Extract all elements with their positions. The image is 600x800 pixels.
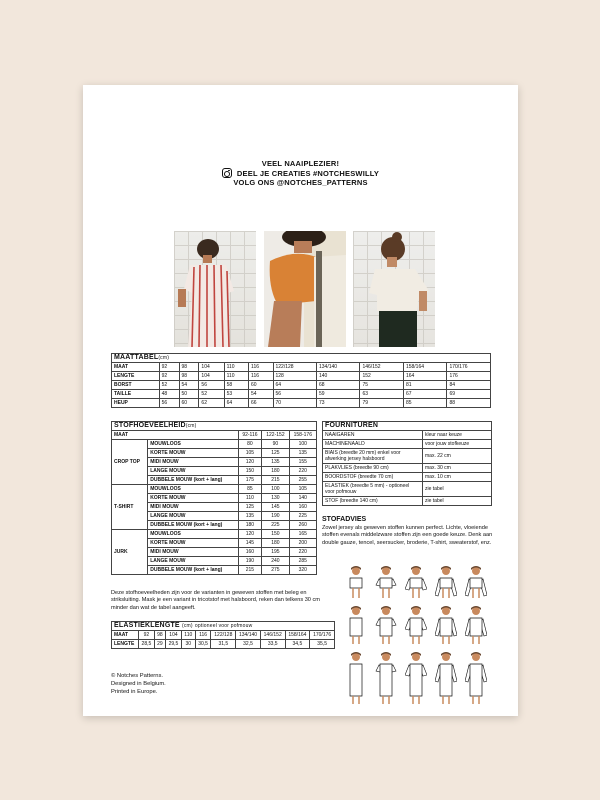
table-row: T-SHIRT MOUWLOOS 85 100 105 — [112, 485, 317, 494]
table-row: STOF (breedte 140 cm) zie tabel — [323, 497, 492, 506]
variant-figure — [405, 565, 427, 604]
table-row: HEUP 56 60 62 64 66 70 73 79 85 88 — [112, 399, 491, 408]
table-row: DUBBELE MOUW (kort + lang) 175 215 255 — [112, 476, 317, 485]
fabric-table — [111, 421, 317, 575]
supplies-table-title: FOURNITUREN — [323, 422, 492, 431]
fabric-advice — [322, 516, 494, 547]
table-row: MIDI MOUW 160 195 220 — [112, 548, 317, 557]
variant-figure — [465, 651, 487, 710]
variant-figure — [345, 605, 367, 650]
size-table — [111, 353, 491, 408]
table-row: KORTE MOUW 105 125 135 — [112, 449, 317, 458]
variant-figure — [375, 605, 397, 650]
footer-designed: Designed in Belgium. — [111, 681, 166, 687]
table-row: LENGTE 28,5 29 29,5 30 30,5 31,5 32,5 33,5 34,5 35,5 — [112, 640, 335, 649]
header-line2: DEEL JE CREATIES #NOTCHESWILLY — [236, 168, 380, 178]
table-row: DUBBELE MOUW (kort + lang) 180 225 260 — [112, 521, 317, 530]
fabric-note: Deze stofhoeveelheden zijn voor de varianten in geweven stoffen met beleg en striksluiting. Mask je een variant in tricotstof met halsboord, reken dan telkens 30 cm minder dan wat de tabel aangeeft. — [111, 590, 320, 611]
variant-figure — [435, 605, 457, 650]
header-line3: VOLG ONS @NOTCHES_PATTERNS — [233, 178, 368, 187]
photo-dress — [174, 231, 256, 347]
table-row: LANGE MOUW 150 180 220 — [112, 467, 317, 476]
table-row: LANGE MOUW 190 240 285 — [112, 557, 317, 566]
elastic-table-title: ELASTIEKLENGTE (cm) optioneel voor pofmouw — [112, 622, 335, 631]
pattern-sheet — [83, 85, 518, 716]
table-row: BIAIS (breedte 20 mm) enkel voor afwerking jersey halsboord max. 22 cm — [323, 449, 492, 464]
table-row: CROP TOP MOUWLOOS 80 90 100 — [112, 440, 317, 449]
table-row: KORTE MOUW 145 180 200 — [112, 539, 317, 548]
variant-figure — [375, 651, 397, 710]
variant-figure — [345, 651, 367, 710]
fabric-advice-text: Zowel jersey als geweven stoffen kunnen perfect. Lichte, vloeiende stoffen evenals middelzware stoffen zijn een goede keuze. Denk aan double gauze, tencel, seersucker, broderie, T-shirt, sweaterstof, enz. — [322, 525, 493, 546]
variant-illustrations — [345, 565, 495, 705]
table-row: DUBBELE MOUW (kort + lang) 215 275 320 — [112, 566, 317, 575]
table-row: LANGE MOUW 135 190 225 — [112, 512, 317, 521]
size-table-title: MAATTABEL(cm) — [112, 354, 491, 363]
fabric-advice-title: STOFADVIES — [322, 516, 367, 523]
fabric-group-label: JURK — [112, 530, 148, 575]
footer-copyright: © Notches Patterns. — [111, 673, 163, 679]
table-row: LENGTE 92 98 104 110 116 128 140 152 164 176 — [112, 372, 491, 381]
variant-figure — [345, 565, 367, 604]
table-row: JURK MOUWLOOS 120 150 165 — [112, 530, 317, 539]
supplies-table — [322, 421, 492, 506]
elastic-table — [111, 621, 335, 649]
photo-crop-top — [353, 231, 435, 347]
table-row: KORTE MOUW 110 130 140 — [112, 494, 317, 503]
header — [83, 159, 518, 187]
variant-figure — [465, 565, 487, 604]
fabric-group-label: T-SHIRT — [112, 485, 148, 530]
table-row: MAAT 92 98 104 110 116 122/128 134/140 146/152 158/164 170/176 — [112, 363, 491, 372]
table-row: BORST 52 54 56 58 60 64 68 75 81 84 — [112, 381, 491, 390]
footer-printed: Printed in Europe. — [111, 689, 158, 695]
variant-figure — [435, 565, 457, 604]
photo-tshirt-detail — [264, 231, 346, 347]
table-row: MAAT 92 98 104 110 116 122/128 134/140 146/152 158/164 170/176 — [112, 631, 335, 640]
table-row: TAILLE 48 50 52 53 54 56 59 63 67 69 — [112, 390, 491, 399]
header-line1: VEEL NAAIPLEZIER! — [261, 159, 340, 168]
table-row: MIDI MOUW 120 135 155 — [112, 458, 317, 467]
variant-figure — [375, 565, 397, 604]
table-row: PLAKVLIES (breedte 90 cm) max. 30 cm — [323, 464, 492, 473]
table-row: BOORDSTOF (breedte 70 cm) max. 10 cm — [323, 473, 492, 482]
variant-figure — [405, 651, 427, 710]
table-row: MIDI MOUW 125 145 160 — [112, 503, 317, 512]
table-row: NAAIGAREN kleur naar keuze — [323, 431, 492, 440]
variant-figure — [435, 651, 457, 710]
fabric-group-label: CROP TOP — [112, 440, 148, 485]
table-row: MACHINENAALD voor jouw stofkeuze — [323, 440, 492, 449]
variant-figure — [405, 605, 427, 650]
variant-figure — [465, 605, 487, 650]
instagram-icon — [222, 168, 232, 178]
fabric-table-title: STOFHOEVEELHEID(cm) — [112, 422, 317, 431]
table-row: ELASTIEK (breedte 5 mm) - optioneel voor pofmouw zie tabel — [323, 482, 492, 497]
footer — [111, 672, 166, 696]
table-row: MAAT 92-116 122-152 158-176 — [112, 431, 317, 440]
